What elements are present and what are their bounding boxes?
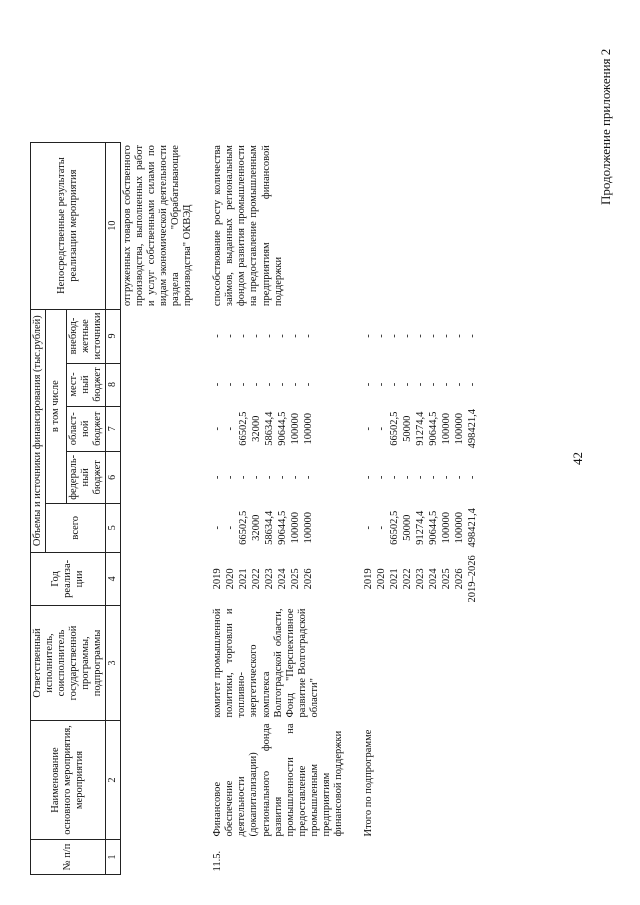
year-cell: 2025 [440,568,452,590]
value-cell: - [401,475,413,480]
header-local-budget: мест-ный бюджет [67,363,106,406]
value-cell: - [388,334,400,338]
value-cell: 91274,4 [414,411,426,446]
value-cell: 66502,5 [388,411,400,446]
value-cell: - [303,382,315,387]
header-total: всего [46,503,106,552]
years-list [211,552,346,605]
value-cell: - [277,334,289,338]
activity-executor: комитет промышленной политики, торговли и топливно-энергетического комплекса Волгоградской области, Фонд "Перспективное развитие Волгоградской области" [212,608,320,718]
value-cell: - [212,526,224,530]
value-cell: - [225,382,237,387]
year-cell: 2024 [277,568,289,590]
year-cell: 2019–2026 [466,555,478,603]
value-cell: - [466,475,478,480]
value-cell: 66502,5 [238,411,250,446]
header-extrabudgetary: внебюд-жетные источники [67,309,106,363]
column-number: 8 [106,363,121,406]
header-regional-budget: област-ной бюджет [67,406,106,451]
column-number: 3 [106,606,121,721]
value-cell: 100000 [290,512,302,544]
year-cell: 2026 [303,568,315,590]
summary-regional-values [362,406,481,451]
value-cell: - [362,382,374,387]
table-row-summary [362,142,481,874]
value-cell: - [303,475,315,480]
value-cell: 58634,4 [264,411,276,446]
value-cell: - [212,334,224,338]
value-cell: 498421,4 [466,508,478,548]
column-number: 6 [106,451,121,503]
value-cell: - [238,382,250,387]
value-cell: - [453,382,465,387]
header-year: Год реализа-ции [31,552,106,605]
header-number: № п/п [31,840,106,875]
table-row-activity [211,142,346,874]
year-cell: 2022 [401,568,413,590]
value-cell: - [303,334,315,338]
extrabudgetary-values [211,309,346,363]
column-number: 1 [106,840,121,875]
value-cell: - [440,475,452,480]
value-cell: - [375,526,387,530]
year-cell: 2019 [212,568,224,590]
value-cell: - [453,334,465,338]
value-cell: 100000 [290,412,302,445]
value-cell: - [212,426,224,431]
value-cell: - [251,475,263,480]
value-cell: 32000 [251,514,263,541]
financing-table [30,142,481,875]
value-cell: - [362,526,374,530]
year-cell: 2022 [251,568,263,590]
value-cell: - [466,382,478,387]
year-cell: 2024 [427,568,439,590]
value-cell: - [375,382,387,387]
value-cell: 66502,5 [388,510,400,545]
value-cell: - [277,475,289,480]
value-cell: 498421,4 [466,409,478,449]
year-cell: 2023 [264,568,276,590]
value-cell: - [362,334,374,338]
value-cell: 100000 [440,412,452,445]
value-cell: 90644,5 [277,411,289,446]
value-cell: - [238,475,250,480]
value-cell: 66502,5 [238,510,250,545]
header-results: Непосредственные результаты реализации мероприятия [31,142,106,309]
value-cell: 100000 [440,512,452,544]
year-cell: 2019 [362,568,374,590]
value-cell: 32000 [251,415,263,442]
value-cell: - [375,475,387,480]
page-number: 42 [570,452,585,465]
summary-extrabudgetary-values [362,309,481,363]
value-cell: - [277,382,289,387]
value-cell: - [427,334,439,338]
value-cell: - [453,475,465,480]
year-cell: 2023 [414,568,426,590]
value-cell: 100000 [303,412,315,445]
value-cell: - [362,475,374,480]
value-cell: 90644,5 [427,411,439,446]
year-cell: 2020 [375,568,387,590]
value-cell: - [401,382,413,387]
row-number: 11.5. [212,850,224,872]
header-federal-budget: федераль-ный бюджет [67,451,106,503]
value-cell: 50000 [401,514,413,541]
value-cell: - [375,334,387,338]
header-financing-volumes: Объемы и источники финансирования (тыс.рублей) [31,309,46,552]
appendix-continuation-note: Продолжение приложения 2 [598,48,613,205]
year-cell: 2021 [238,568,250,590]
value-cell: - [375,426,387,431]
value-cell: - [290,382,302,387]
value-cell: - [264,382,276,387]
value-cell: - [388,475,400,480]
value-cell: - [251,382,263,387]
value-cell: 100000 [453,412,465,445]
total-values [211,503,346,552]
value-cell: 100000 [303,512,315,544]
value-cell: - [388,382,400,387]
column-number: 9 [106,309,121,363]
value-cell: - [264,475,276,480]
header-including: в том числе [46,309,67,503]
value-cell: - [440,334,452,338]
value-cell: - [414,382,426,387]
value-cell: - [427,382,439,387]
value-cell: - [290,334,302,338]
column-number: 2 [106,721,121,840]
year-cell: 2026 [453,568,465,590]
value-cell: - [401,334,413,338]
regional-values [211,406,346,451]
value-cell: 50000 [401,415,413,442]
value-cell: - [238,334,250,338]
value-cell: - [466,334,478,338]
value-cell: - [414,334,426,338]
local-values [211,363,346,406]
summary-years [362,552,481,605]
federal-values [211,451,346,503]
value-cell: - [362,426,374,431]
value-cell: 91274,4 [414,510,426,545]
year-cell: 2021 [388,568,400,590]
value-cell: 90644,5 [277,510,289,545]
value-cell: - [290,475,302,480]
value-cell: - [427,475,439,480]
column-number: 5 [106,503,121,552]
header-executor: Ответственный исполнитель, соисполнитель государственной программы, подпрограммы [31,606,106,721]
activity-name: Финансовое обеспечение деятельности (докапитализации) регионального фонда развития промышленности на предоставление промышленным предприятиям финансовой поддержки [212,723,344,837]
summary-label: Итого по подпрограмме [362,729,374,837]
value-cell: 90644,5 [427,510,439,545]
value-cell: - [225,475,237,480]
summary-federal-values [362,451,481,503]
summary-total-values [362,503,481,552]
table-row-previous-result [120,142,195,874]
year-cell: 2025 [290,568,302,590]
value-cell: - [440,382,452,387]
column-number: 4 [106,552,121,605]
header-activity-name: Наименование основного мероприятия, мероприятия [31,721,106,840]
value-cell: - [225,334,237,338]
column-number: 7 [106,406,121,451]
value-cell: - [414,475,426,480]
value-cell: - [212,475,224,480]
value-cell: - [251,334,263,338]
value-cell: - [225,426,237,431]
value-cell: 100000 [453,512,465,544]
value-cell: - [212,382,224,387]
value-cell: 58634,4 [264,510,276,545]
column-number: 10 [106,142,121,309]
value-cell: - [264,334,276,338]
value-cell: - [225,526,237,530]
year-cell: 2020 [225,568,237,590]
activity-result: способствование росту количества займов, выданных региональным фондом развития промышленности на предоставление промышленным предприятиям финансовой поддержки [212,145,284,307]
previous-result-text: отгруженных товаров собственного производства, выполненных работ и услуг собственными силами по видам экономической деятельности раздела "Обрабатывающие производства" ОКВЭД [121,145,194,307]
summary-local-values [362,363,481,406]
